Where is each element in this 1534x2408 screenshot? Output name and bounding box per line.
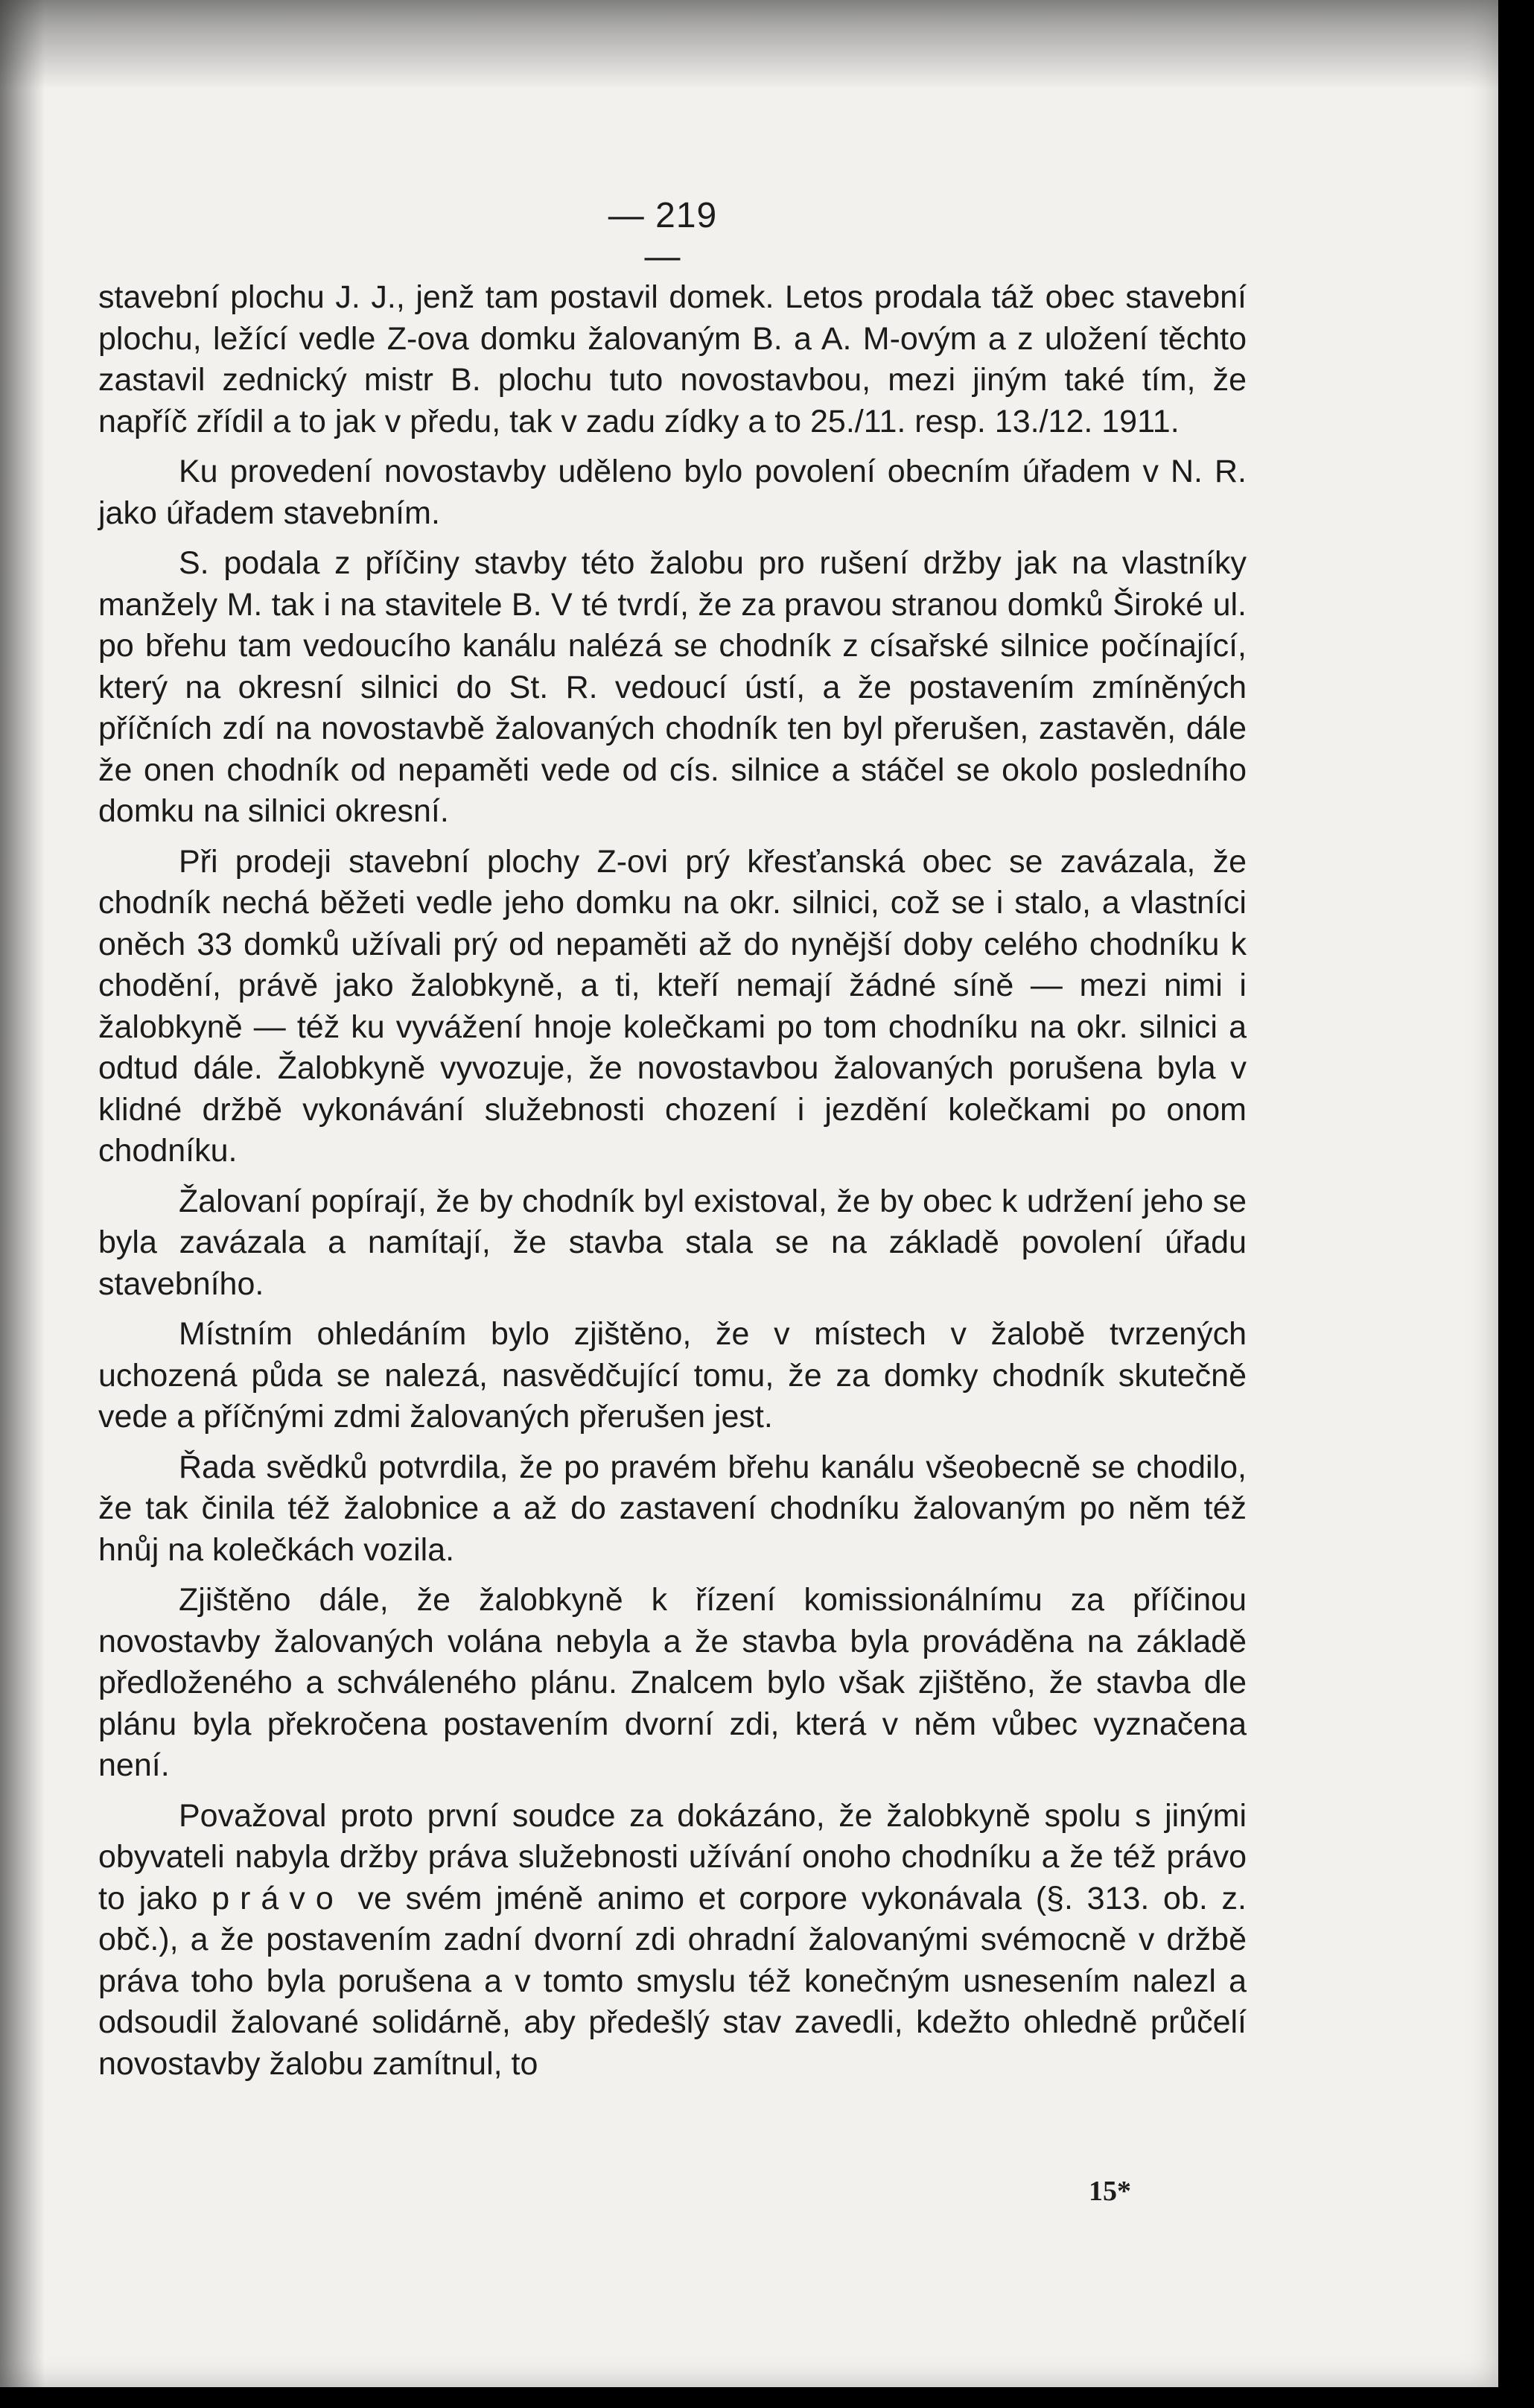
signature-mark: 15* <box>1089 2176 1131 2207</box>
scan-shadow-left <box>0 0 45 2387</box>
paragraph-1: stavební plochu J. J., jenž tam postavil domek. Letos prodala táž obec stavební plochu, ležící vedle Z-ova domku žalovaným B. a A. M-ovým a z uložení těchto zastavil zednický mistr B. plochu tuto novostavbou, mezi jiným také tím, že napříč zřídil a to jak v předu, tak v zadu zídky a to 25./11. resp. 13./12. 1911. <box>98 279 1247 439</box>
paragraph-6: Místním ohledáním bylo zjištěno, že v místech v žalobě tvrzených uchozená půda se nalezá, nasvědčující tomu, že za domky chodník skutečně vede a příčnými zdmi žalovaných přerušen jest. <box>98 1316 1247 1435</box>
scan-shadow-top <box>0 0 1498 89</box>
paragraph-2: Ku provedení novostavby uděleno bylo povolení obecním úřadem v N. R. jako úřadem stavebním. <box>98 454 1247 531</box>
scan-right-edge <box>1498 0 1534 2408</box>
body-text <box>98 277 1247 2094</box>
paragraph-9-end: ve svém jméně animo et corpore vykonávala (§. 313. ob. z. obč.), a že postavením zadní dvorní zdi ohradní žalovanými svémocně v držbě práva toho byla porušena a v tomto smyslu též konečným usnesením nalezl a odsoudil žalované solidárně, aby předešlý stav zavedli, kdežto ohledně průčelí novostavby žalobu zamítnul, to <box>98 1880 1247 2082</box>
spaced-word-pravo: právo <box>211 1880 344 1916</box>
paragraph-3: S. podala z příčiny stavby této žalobu pro rušení držby jak na vlastníky manžely M. tak i na stavitele B. V té tvrdí, že za pravou stranou domků Široké ul. po břehu tam vedoucího kanálu nalézá se chodník z císařské silnice počínající, který na okresní silnici do St. R. vedoucí ústí, a že postavením zmíněných příčních zdí na novostavbě žalovaných chodník ten byl přerušen, zastavěn, dále že onen chodník od nepaměti vede od cís. silnice a stáčel se okolo posledního domku na silnici okresní. <box>98 545 1247 829</box>
paragraph-4: Při prodeji stavební plochy Z-ovi prý křesťanská obec se zavázala, že chodník nechá běžeti vedle jeho domku na okr. silnici, což se i stalo, a vlastníci oněch 33 domků užívali prý od nepaměti až do nynější doby celého chodníku k chodění, právě jako žalobkyně, a ti, kteří nemají žádné síně — mezi nimi i žalobkyně — též ku vyvážení hnoje kolečkami po tom chodníku na okr. silnici a odtud dále. Žalobkyně vyvozuje, že novostavbou žalovaných porušena byla v klidné držbě vykonávání služebnosti chození i jezdění kolečkami po onom chodníku. <box>98 843 1247 1169</box>
paragraph-8: Zjištěno dále, že žalobkyně k řízení komissionálnímu za příčinou novostavby žalovaných volána nebyla a že stavba byla prováděna na základě předloženého a schváleného plánu. Znalcem bylo však zjištěno, že stavba dle plánu byla překročena postavením dvorní zdi, která v něm vůbec vyznačena není. <box>98 1582 1247 1783</box>
paragraph-9-start: Považoval proto první soudce za dokázáno, že žalobkyně spolu s jinými obyvateli nabyla držby práva služebnosti užívání onoho chodníku a že též právo to jako <box>98 1797 1247 1916</box>
paragraph-5: Žalovaní popírají, že by chodník byl existoval, že by obec k udržení jeho se byla zavázala a namítají, že stavba stala se na základě povolení úřadu stavebního. <box>98 1183 1247 1302</box>
page-number: — 219 — <box>608 196 718 276</box>
paragraph-9 <box>98 1796 1247 2085</box>
paragraph-7: Řada svědků potvrdila, že po pravém břehu kanálu všeobecně se chodilo, že tak činila též žalobnice a až do zastavení chodníku žalovaným po něm též hnůj na kolečkách vozila. <box>98 1449 1247 1568</box>
